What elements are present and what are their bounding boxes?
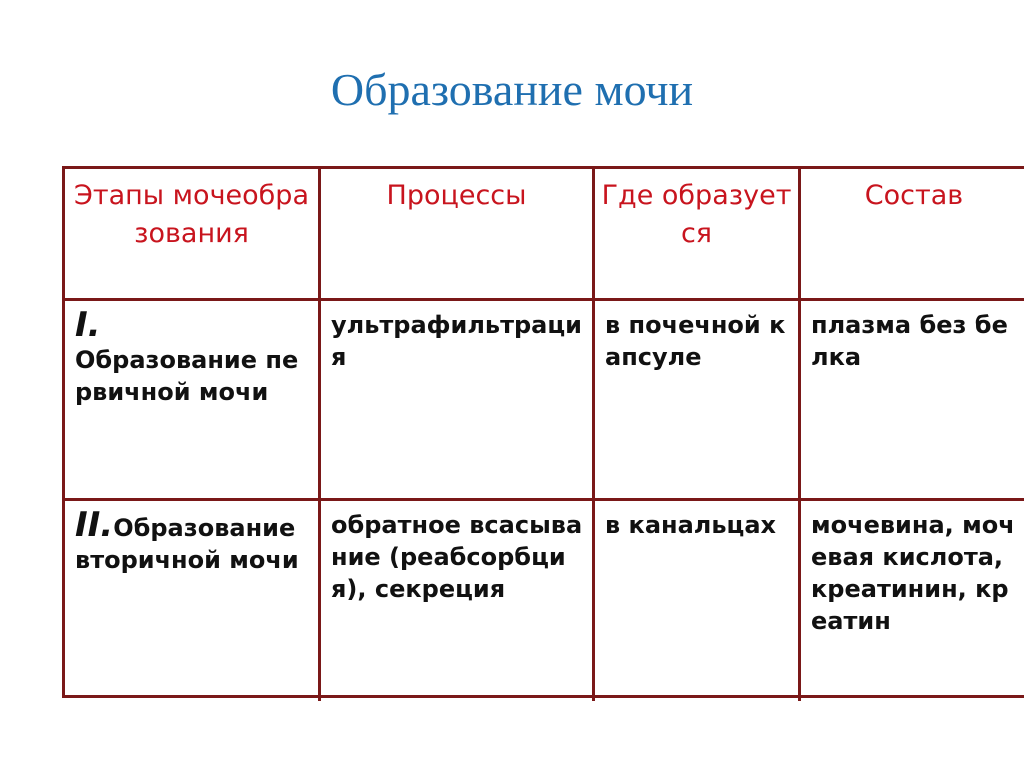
header-composition: Состав — [801, 169, 1024, 301]
stage-text-2: Образование вторичной мочи — [75, 514, 299, 574]
stage-number-2: II. — [75, 505, 114, 545]
urine-formation-table — [62, 166, 1024, 698]
process-cell-2: обратное всасывание (реабсорбция), секреция — [321, 501, 595, 701]
location-cell-2: в канальцах — [595, 501, 801, 701]
stage-cell-2 — [65, 501, 321, 701]
header-location: Где образуется — [595, 169, 801, 301]
stage-cell-1 — [65, 301, 321, 501]
slide-title: Образование мочи — [330, 64, 694, 115]
process-cell-1: ультрафильтрация — [321, 301, 595, 501]
composition-cell-1: плазма без белка — [801, 301, 1024, 501]
location-cell-1: в почечной капсуле — [595, 301, 801, 501]
header-stages: Этапы мочеобразования — [65, 169, 321, 301]
stage-text-1: Образование первичной мочи — [75, 346, 299, 406]
stage-number-1: I. — [75, 305, 101, 345]
composition-cell-2: мочевина, мочевая кислота, креатинин, креатин — [811, 511, 1015, 635]
header-processes: Процессы — [321, 169, 595, 301]
